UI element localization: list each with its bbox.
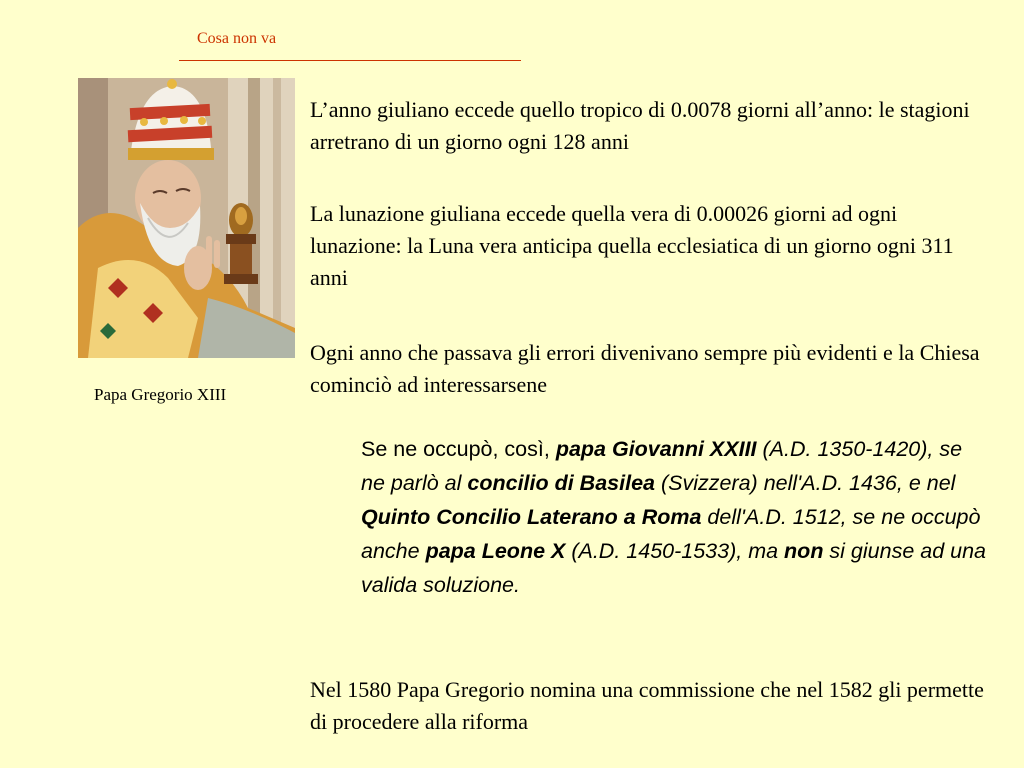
paragraph-errors-evident: Ogni anno che passava gli errori divenivano sempre più evidenti e la Chiesa cominciò ad interessarsene [310,340,980,397]
quote-bold-lateran-council: Quinto Concilio Laterano a Roma [361,505,702,529]
header-link[interactable]: Cosa non va [197,30,277,47]
quote-text-4: dell'A.D. 1512, se ne occupò anche [361,505,981,563]
quote-bold-pope-giovanni: papa Giovanni XXIII [555,437,757,461]
quote-text-3: (Svizzera) nell'A.D. 1436, e nel [654,471,956,495]
quote-block [361,432,986,602]
quote-text-6: si giunse ad una valida soluzione. [361,539,987,597]
paragraph-julian-year: L’anno giuliano eccede quello tropico di 0.0078 giorni all’anno: le stagioni arretrano di un giorno ogni 128 anni [310,97,970,154]
quote-text-5: (A.D. 1450-1533), ma [565,539,785,563]
pope-portrait [78,78,295,358]
quote-text-2: (A.D. 1350-1420), se ne parlò al [361,437,963,495]
quote-bold-pope-leone: papa Leone X [425,539,566,563]
paragraph-commission-1580: Nel 1580 Papa Gregorio nomina una commissione che nel 1582 gli permette di procedere alla riforma [310,677,984,734]
portrait-caption: Papa Gregorio XIII [94,385,227,404]
quote-bold-council-basel: concilio di Basilea [467,471,655,495]
quote-text-1: Se ne occupò, così, [361,437,556,461]
paragraph-julian-lunation: La lunazione giuliana eccede quella vera di 0.00026 giorni ad ogni lunazione: la Luna vera anticipa quella ecclesiatica di un giorno ogni 311 anni [310,201,954,290]
quote-bold-non: non [784,539,824,563]
header-underline [179,60,521,61]
